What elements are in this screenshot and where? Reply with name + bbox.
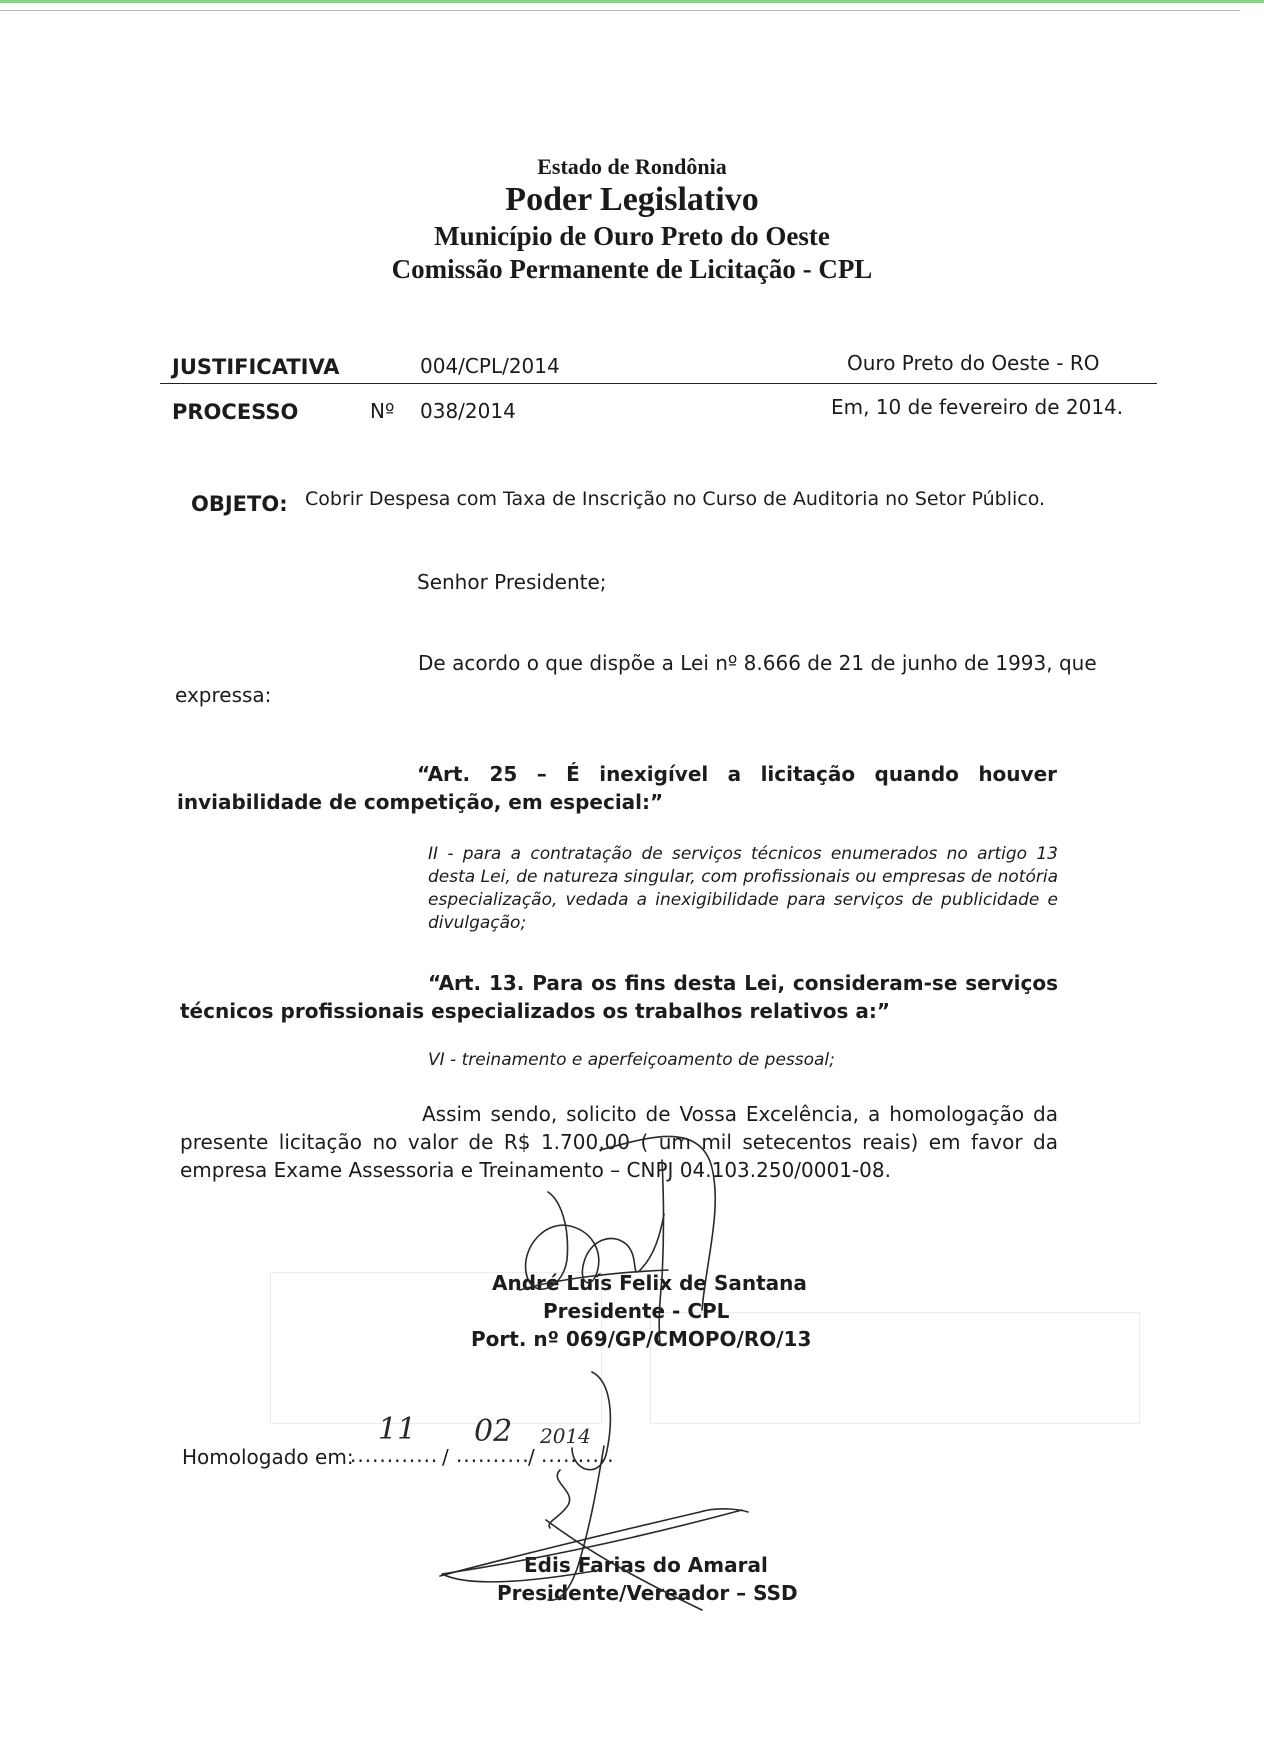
- art-13-quote: “Art. 13. Para os fins desta Lei, consideram-se serviços técnicos profissionais especializados os trabalhos relativos a:”: [180, 971, 1058, 1023]
- signer1-portaria: Port. nº 069/GP/CMOPO/RO/13: [471, 1327, 812, 1351]
- meta-rule: [160, 383, 1157, 384]
- header-power: Poder Legislativo: [505, 181, 759, 218]
- signer1-name: André Luís Felix de Santana: [492, 1271, 807, 1295]
- date: Em, 10 de fevereiro de 2014.: [831, 395, 1124, 419]
- signature2-stroke-down: [548, 1446, 604, 1600]
- salutation: Senhor Presidente;: [417, 570, 607, 594]
- homologation-year-dots: ..........: [541, 1443, 615, 1467]
- art-25-item-ii: II - para a contratação de serviços técnicos enumerados no artigo 13 desta Lei, de natureza singular, com profissionais ou empresas de notória especialização, vedada a inexigibilidade para serviços de publicidade e divulgação;: [428, 844, 1058, 933]
- location: Ouro Preto do Oeste - RO: [847, 351, 1100, 375]
- homologation-day: 11: [378, 1412, 417, 1447]
- signature2-stroke-s: [549, 1470, 570, 1528]
- signer1-role: Presidente - CPL: [543, 1299, 730, 1323]
- objeto-text: Cobrir Despesa com Taxa de Inscrição no Curso de Auditoria no Setor Público.: [305, 488, 1046, 510]
- justificativa-value: 004/CPL/2014: [420, 354, 560, 378]
- homologation-label: Homologado em:: [182, 1445, 354, 1469]
- processo-label: PROCESSO: [172, 400, 299, 424]
- header-municipality: Município de Ouro Preto do Oeste: [434, 221, 830, 251]
- conclusion: Assim sendo, solicito de Vossa Excelência, a homologação da presente licitação no valor de R$ 1.700,00 ( um mil setecentos reais) em favor da empresa Exame Assessoria e Treinamento – CNPJ 04.103.250/0001-08.: [180, 1102, 1058, 1182]
- intro-line-1: De acordo o que dispõe a Lei nº 8.666 de 21 de junho de 1993, que: [418, 651, 1097, 675]
- header-state: Estado de Rondônia: [537, 154, 727, 179]
- objeto-label: OBJETO:: [191, 492, 288, 516]
- processo-value: 038/2014: [420, 399, 516, 423]
- art-13-item-vi: VI - treinamento e aperfeiçoamento de pessoal;: [428, 1050, 835, 1070]
- signer2-name: Edis Farias do Amaral: [524, 1553, 768, 1577]
- homologation-month: 02: [474, 1414, 513, 1449]
- header-commission: Comissão Permanente de Licitação - CPL: [391, 254, 873, 284]
- intro-line-2: expressa:: [175, 683, 272, 707]
- homologation-year: 2014: [540, 1424, 591, 1448]
- signer2-role: Presidente/Vereador – SSD: [497, 1581, 798, 1605]
- scan-line: [0, 10, 1240, 11]
- scan-top-edge: [0, 0, 1264, 3]
- justificativa-label: JUSTIFICATIVA: [172, 355, 340, 379]
- homologation-day-dots: ............: [350, 1443, 439, 1467]
- art-25-quote: “Art. 25 – É inexigível a licitação quando houver inviabilidade de competição, em especial:”: [177, 762, 1057, 814]
- homologation-sep-1: /: [442, 1445, 449, 1469]
- homologation-month-dots: ..........: [456, 1443, 530, 1467]
- homologation-sep-2: /: [528, 1445, 535, 1469]
- processo-number-label: Nº: [370, 399, 395, 423]
